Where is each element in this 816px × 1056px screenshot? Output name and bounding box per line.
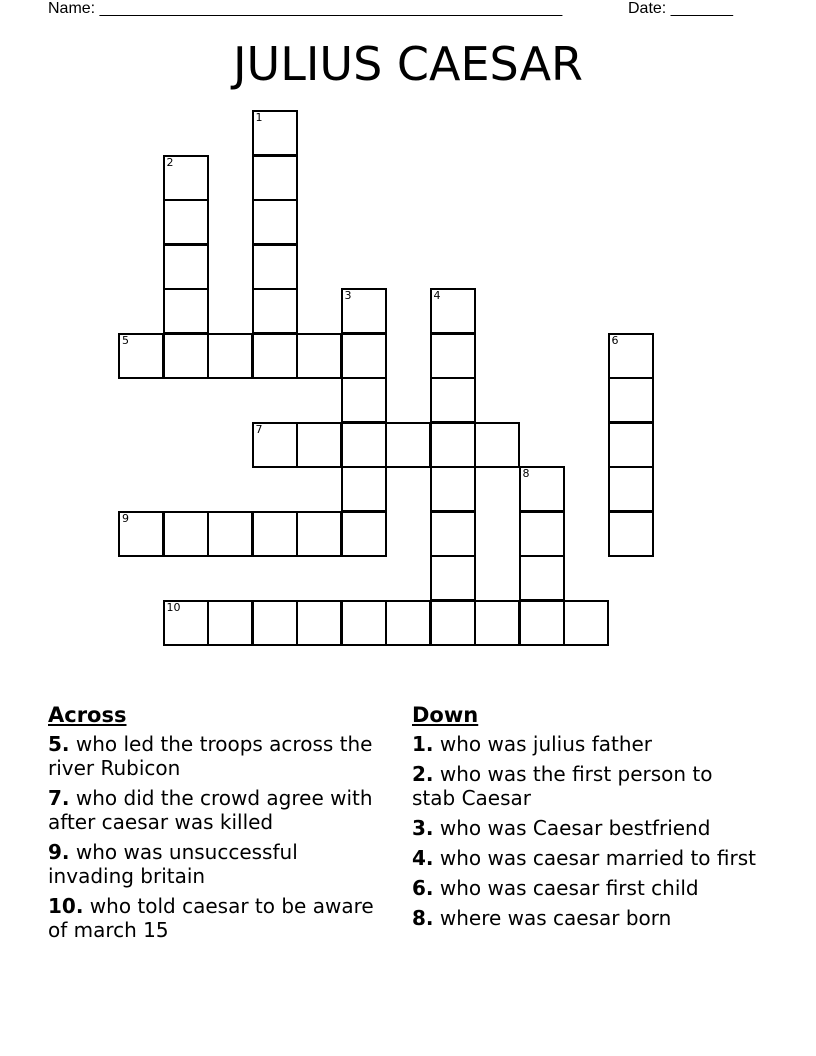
grid-cell[interactable] (563, 600, 609, 646)
grid-cell[interactable] (608, 422, 654, 468)
grid-cell[interactable] (207, 333, 253, 379)
grid-cell[interactable] (519, 600, 565, 646)
grid-cell[interactable] (296, 333, 342, 379)
clue-number-label: 7 (255, 422, 263, 436)
clue-number-label: 8 (522, 467, 530, 480)
clue-number: 10. (48, 894, 84, 918)
grid-cell[interactable] (519, 466, 565, 512)
grid-cell[interactable] (296, 600, 342, 646)
grid-cell[interactable] (519, 555, 565, 601)
grid-cell[interactable] (163, 199, 209, 245)
grid-cell[interactable] (608, 333, 654, 379)
grid-cell[interactable] (385, 422, 431, 468)
grid-cell[interactable] (430, 422, 476, 468)
clue-number-label: 1 (255, 111, 263, 124)
grid-cell[interactable] (163, 244, 209, 290)
grid-cell[interactable] (252, 511, 298, 557)
grid-cell[interactable] (430, 511, 476, 557)
clue-number: 7. (48, 786, 70, 810)
clue-down-6 (412, 876, 762, 900)
clue-down-8 (412, 906, 762, 930)
grid-cell[interactable] (252, 600, 298, 646)
grid-cell[interactable] (430, 333, 476, 379)
grid-cell[interactable] (163, 155, 209, 201)
grid-cell[interactable] (474, 422, 520, 468)
grid-cell[interactable] (296, 422, 342, 468)
grid-cell[interactable] (252, 155, 298, 201)
grid-cell[interactable] (252, 110, 298, 156)
grid-cell[interactable] (385, 600, 431, 646)
grid-cell[interactable] (118, 511, 164, 557)
clue-text: who led the troops across the river Rubicon (48, 732, 373, 780)
clue-across-7 (48, 786, 378, 834)
clue-number: 9. (48, 840, 70, 864)
clue-down-1 (412, 732, 762, 756)
clue-number-label: 5 (122, 333, 129, 347)
clue-text: who was unsuccessful invading britain (48, 840, 298, 888)
grid-cell[interactable] (341, 333, 387, 379)
grid-cell[interactable] (252, 288, 298, 334)
grid-cell[interactable] (430, 600, 476, 646)
clue-down-4 (412, 846, 762, 870)
clue-number-label: 3 (344, 289, 352, 302)
clue-number-label: 9 (122, 511, 129, 525)
clue-text: who was the first person to stab Caesar (412, 762, 713, 810)
clue-text: who was caesar first child (439, 876, 699, 900)
clue-text: who did the crowd agree with after caesar was killed (48, 786, 373, 834)
date-field-label[interactable]: Date: _______ (628, 0, 733, 17)
clue-number: 5. (48, 732, 70, 756)
grid-cell[interactable] (608, 466, 654, 512)
grid-cell[interactable] (163, 511, 209, 557)
grid-cell[interactable] (118, 333, 164, 379)
grid-cell[interactable] (252, 333, 298, 379)
grid-cell[interactable] (163, 288, 209, 334)
clue-number: 2. (412, 762, 434, 786)
grid-cell[interactable] (252, 199, 298, 245)
name-field-label[interactable]: Name: ____________________________________________________ (48, 0, 563, 17)
grid-cell[interactable] (163, 600, 209, 646)
grid-cell[interactable] (296, 511, 342, 557)
grid-cell[interactable] (430, 466, 476, 512)
clue-text: where was caesar born (439, 906, 672, 930)
grid-cell[interactable] (608, 377, 654, 423)
grid-cell[interactable] (341, 600, 387, 646)
clue-down-3 (412, 816, 762, 840)
clue-number-label: 4 (433, 289, 441, 302)
grid-cell[interactable] (341, 511, 387, 557)
clue-text: who was julius father (439, 732, 653, 756)
grid-cell[interactable] (341, 377, 387, 423)
grid-cell[interactable] (207, 511, 253, 557)
page-title: JULIUS CAESAR (232, 37, 584, 91)
grid-cell[interactable] (252, 244, 298, 290)
clue-across-10 (48, 894, 378, 942)
across-heading: Across (48, 703, 127, 727)
grid-cell[interactable] (430, 377, 476, 423)
clue-text: who told caesar to be aware of march 15 (48, 894, 374, 942)
clue-across-5 (48, 732, 378, 780)
clue-text: who was Caesar bestfriend (439, 816, 711, 840)
grid-cell[interactable] (519, 511, 565, 557)
down-clues (412, 702, 762, 936)
grid-cell[interactable] (341, 288, 387, 334)
clue-across-9 (48, 840, 378, 888)
clue-number-label: 2 (166, 155, 174, 169)
grid-cell[interactable] (430, 555, 476, 601)
clue-number-label: 6 (611, 333, 619, 347)
clue-number: 4. (412, 846, 434, 870)
grid-cell[interactable] (430, 288, 476, 334)
clue-number-label: 10 (166, 600, 181, 614)
grid-cell[interactable] (341, 422, 387, 468)
clue-down-2 (412, 762, 762, 810)
grid-cell[interactable] (207, 600, 253, 646)
clue-number: 1. (412, 732, 434, 756)
clue-text: who was caesar married to first (439, 846, 756, 870)
down-heading: Down (412, 703, 479, 727)
clue-number: 8. (412, 906, 434, 930)
grid-cell[interactable] (163, 333, 209, 379)
across-clues (48, 702, 378, 948)
clue-number: 6. (412, 876, 434, 900)
grid-cell[interactable] (252, 422, 298, 468)
clue-number: 3. (412, 816, 434, 840)
grid-cell[interactable] (341, 466, 387, 512)
grid-cell[interactable] (608, 511, 654, 557)
grid-cell[interactable] (474, 600, 520, 646)
